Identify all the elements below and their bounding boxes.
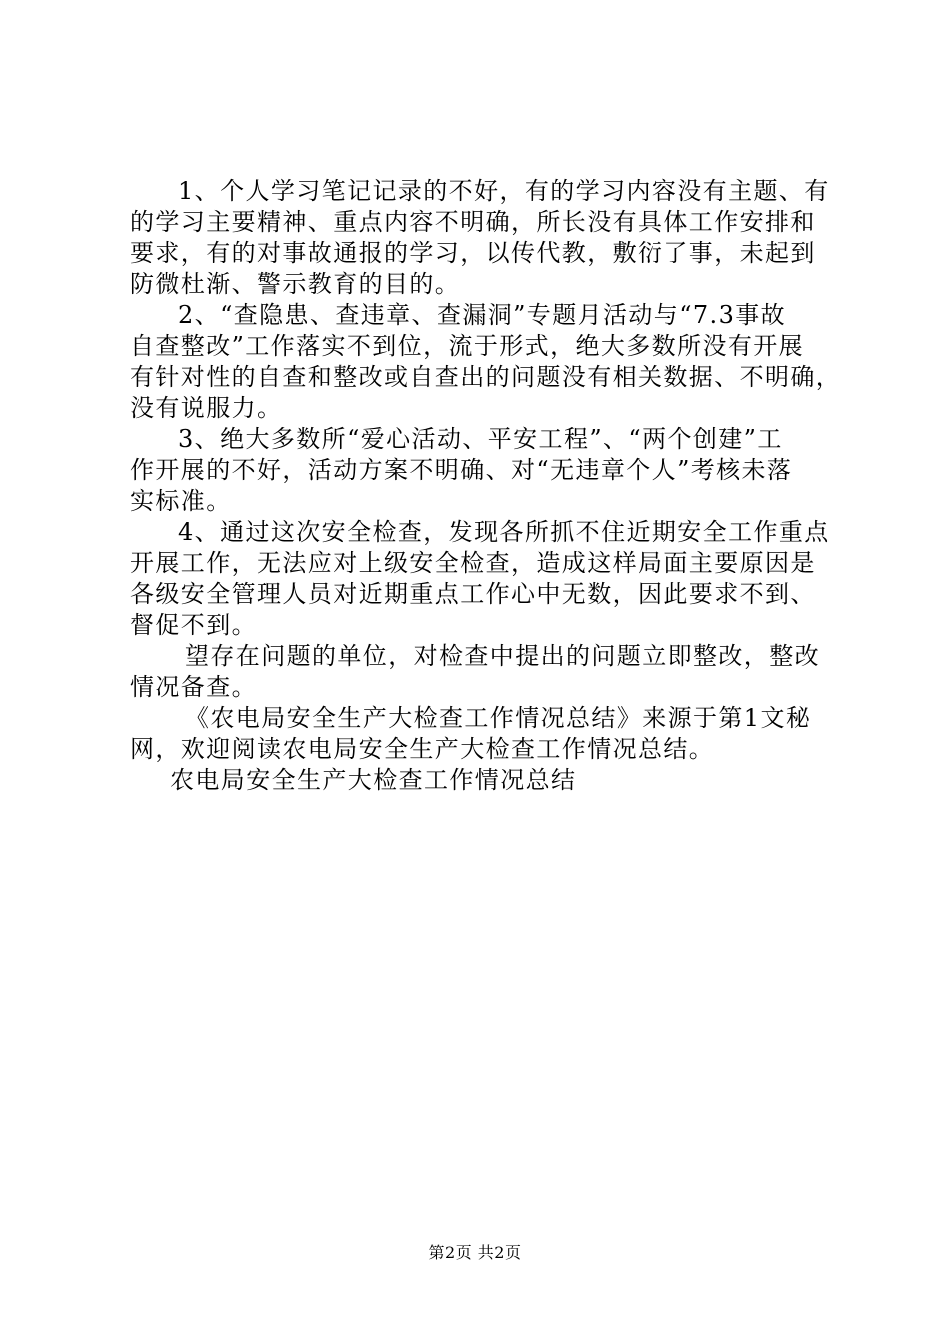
paragraph-5-line-1: 望存在问题的单位，对检查中提出的问题立即整改，整改	[185, 642, 820, 670]
paragraph-1-line-4: 防微杜渐、警示教育的目的。	[130, 270, 461, 298]
paragraph-3-line-2: 作开展的不好，活动方案不明确、对“无违章个人”考核未落	[130, 456, 793, 484]
page-footer: 第2页 共2页	[428, 1243, 522, 1262]
paragraph-1-line-2: 的学习主要精神、重点内容不明确，所长没有具体工作安排和	[130, 208, 816, 236]
paragraph-4-line-2: 开展工作，无法应对上级安全检查，造成这样局面主要原因是	[130, 549, 816, 577]
source-note-line-2: 网，欢迎阅读农电局安全生产大检查工作情况总结。	[130, 735, 715, 763]
paragraph-2-line-3: 有针对性的自查和整改或自查出的问题没有相关数据、不明确，	[130, 363, 842, 391]
document-body	[130, 176, 840, 796]
paragraph-4-line-3: 各级安全管理人员对近期重点工作心中无数，因此要求不到、	[130, 580, 816, 608]
paragraph-2-line-4: 没有说服力。	[130, 394, 283, 422]
paragraph-1-line-1: 1、个人学习笔记记录的不好，有的学习内容没有主题、有	[178, 177, 830, 205]
paragraph-3-line-1: 3、绝大多数所“爱心活动、平安工程”、“两个创建”工	[178, 425, 783, 453]
paragraph-1-line-3: 要求，有的对事故通报的学习，以传代教，敷衍了事，未起到	[130, 239, 816, 267]
paragraph-5-line-2: 情况备查。	[130, 673, 257, 701]
source-note-line-1: 《农电局安全生产大检查工作情况总结》来源于第1文秘	[185, 704, 812, 732]
paragraph-3-line-3: 实标准。	[130, 487, 232, 515]
paragraph-4-line-4: 督促不到。	[130, 611, 257, 639]
paragraph-2-line-2: 自查整改”工作落实不到位，流于形式，绝大多数所没有开展	[130, 332, 805, 360]
closing-title: 农电局安全生产大检查工作情况总结	[170, 766, 577, 794]
paragraph-4-line-1: 4、通过这次安全检查，发现各所抓不住近期安全工作重点	[178, 518, 830, 546]
paragraph-2-line-1: 2、“查隐患、查违章、查漏洞”专题月活动与“7.3事故	[178, 301, 787, 329]
